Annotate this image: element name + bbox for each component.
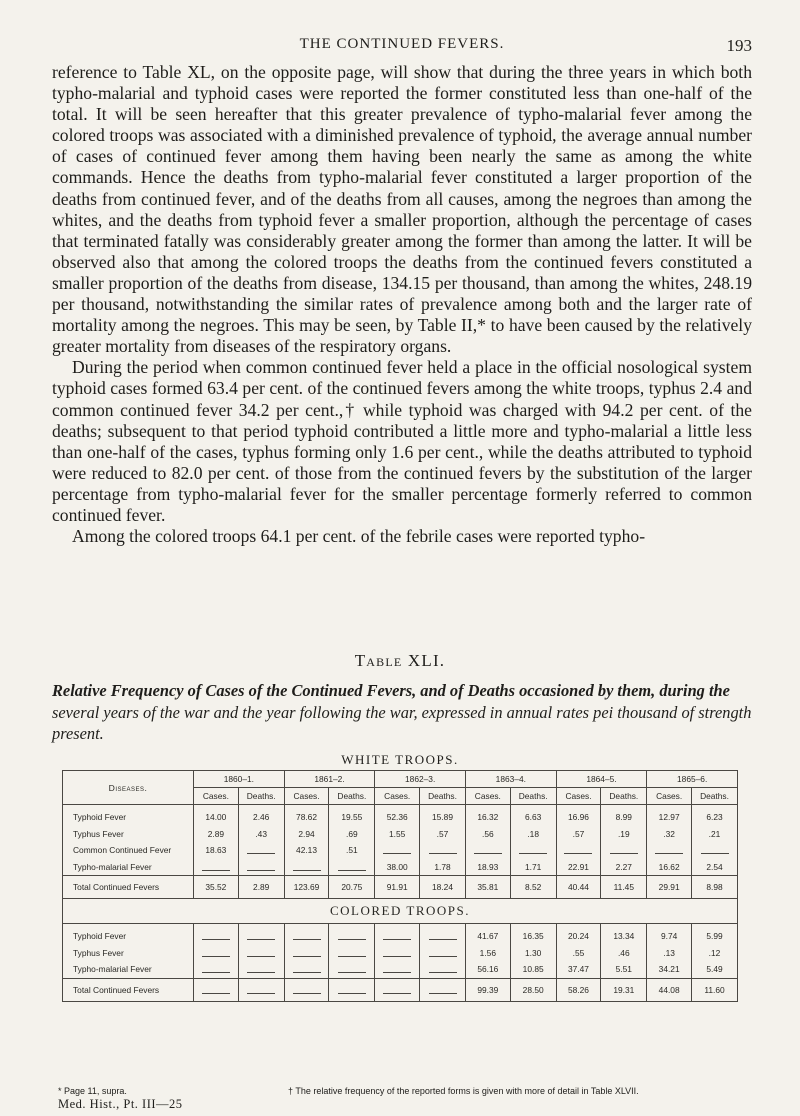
rate-cell: 37.47 xyxy=(556,961,601,978)
footnotes xyxy=(58,1086,758,1096)
rate-cell: 1.55 xyxy=(375,826,420,843)
disease-name: Typhus Fever xyxy=(63,826,194,843)
rate-cell: .69 xyxy=(329,826,375,843)
deaths-header: Deaths. xyxy=(238,788,284,805)
section-white-troops: WHITE TROOPS. xyxy=(341,752,459,767)
blank-rule xyxy=(519,844,547,854)
rate-cell xyxy=(420,924,466,945)
rate-cell: 6.23 xyxy=(692,805,738,826)
blank-rule xyxy=(247,844,275,854)
rate-cell xyxy=(329,978,375,1001)
table-row xyxy=(63,842,738,859)
deaths-header: Deaths. xyxy=(601,788,647,805)
blank-rule xyxy=(293,984,321,994)
table-row xyxy=(63,945,738,962)
rate-cell: 18.24 xyxy=(420,876,466,899)
rate-cell: .56 xyxy=(465,826,510,843)
rate-cell xyxy=(375,945,420,962)
rate-cell: 41.67 xyxy=(465,924,510,945)
caption-lead: Relative Frequency of Cases of the Continued Fevers, and of Deaths occasioned by them, during the xyxy=(52,681,730,700)
table-body xyxy=(63,805,738,1002)
rate-cell xyxy=(375,924,420,945)
disease-name: Total Continued Fevers xyxy=(63,876,194,899)
rate-cell: 1.78 xyxy=(420,859,466,876)
year-header: 1864–5. xyxy=(556,771,647,788)
page-header xyxy=(52,36,752,58)
deaths-header: Deaths. xyxy=(420,788,466,805)
rate-cell xyxy=(238,961,284,978)
table-row xyxy=(63,805,738,826)
blank-rule xyxy=(610,844,638,854)
blank-rule xyxy=(383,930,411,940)
rate-cell xyxy=(284,859,329,876)
table-row xyxy=(63,924,738,945)
blank-rule xyxy=(247,947,275,957)
cases-header: Cases. xyxy=(647,788,692,805)
rate-cell: 35.52 xyxy=(194,876,239,899)
rate-cell: 5.49 xyxy=(692,961,738,978)
rate-cell: 1.71 xyxy=(510,859,556,876)
rate-cell: 1.30 xyxy=(510,945,556,962)
rate-cell: 2.89 xyxy=(238,876,284,899)
fevers-table xyxy=(62,770,738,1002)
rate-cell xyxy=(238,978,284,1001)
rate-cell: 5.51 xyxy=(601,961,647,978)
rate-cell: 5.99 xyxy=(692,924,738,945)
blank-rule xyxy=(338,861,366,871)
rate-cell: .18 xyxy=(510,826,556,843)
rate-cell: 2.94 xyxy=(284,826,329,843)
cases-header: Cases. xyxy=(375,788,420,805)
running-title: THE CONTINUED FEVERS. xyxy=(299,36,505,52)
rate-cell xyxy=(647,842,692,859)
rate-cell: 52.36 xyxy=(375,805,420,826)
rate-cell: .57 xyxy=(556,826,601,843)
rate-cell: .46 xyxy=(601,945,647,962)
rate-cell xyxy=(284,961,329,978)
table-row xyxy=(63,826,738,843)
rate-cell: 15.89 xyxy=(420,805,466,826)
rate-cell xyxy=(194,859,239,876)
rate-cell: 42.13 xyxy=(284,842,329,859)
rate-cell: .32 xyxy=(647,826,692,843)
diseases-header: Diseases. xyxy=(63,771,194,805)
rate-cell xyxy=(556,842,601,859)
year-header: 1860–1. xyxy=(194,771,285,788)
table-title: Table XLI. xyxy=(354,651,446,670)
rate-cell xyxy=(692,842,738,859)
rate-cell: 10.85 xyxy=(510,961,556,978)
paragraph-2: During the period when common continued fever held a place in the official nosological system typhoid cases formed 63.4 per cent. of the continued fevers among the white troops, typhus 2.4 and common continued fever 34.2 per cent.,† while typhoid was charged with 94.2 per cent. of the deaths; subsequent to that period typhoid contributed a little more and typho-malarial a little less than one-half of the cases, typhus forming only 1.6 per cent., while the deaths attributed to typhoid were reduced to 82.0 per cent. of those from the continued fevers by the substitution of the larger percentage from typho-malarial fever for the smaller percentage formerly referred to common continued fever. xyxy=(52,357,752,525)
rate-cell: 2.27 xyxy=(601,859,647,876)
blank-rule xyxy=(429,844,457,854)
blank-rule xyxy=(293,930,321,940)
cases-header: Cases. xyxy=(284,788,329,805)
disease-name: Typho-malarial Fever xyxy=(63,859,194,876)
rate-cell: .55 xyxy=(556,945,601,962)
rate-cell: 91.91 xyxy=(375,876,420,899)
rate-cell: 19.55 xyxy=(329,805,375,826)
rate-cell: 8.52 xyxy=(510,876,556,899)
rate-cell: 34.21 xyxy=(647,961,692,978)
rate-cell: 35.81 xyxy=(465,876,510,899)
blank-rule xyxy=(383,947,411,957)
blank-rule xyxy=(338,963,366,973)
disease-name: Typho-malarial Fever xyxy=(63,961,194,978)
table-row xyxy=(63,961,738,978)
body-text xyxy=(52,62,752,547)
footnote-a: * Page 11, supra. xyxy=(58,1086,127,1096)
blank-rule xyxy=(247,984,275,994)
table-caption xyxy=(52,680,752,745)
rate-cell xyxy=(375,978,420,1001)
blank-rule xyxy=(383,963,411,973)
rate-cell xyxy=(420,842,466,859)
blank-rule xyxy=(293,963,321,973)
blank-rule xyxy=(338,984,366,994)
rate-cell xyxy=(194,924,239,945)
rate-cell: 11.60 xyxy=(692,978,738,1001)
rate-cell: 18.63 xyxy=(194,842,239,859)
year-header: 1865–6. xyxy=(647,771,738,788)
rate-cell: 78.62 xyxy=(284,805,329,826)
disease-name: Common Continued Fever xyxy=(63,842,194,859)
rate-cell xyxy=(420,961,466,978)
rate-cell xyxy=(329,859,375,876)
blank-rule xyxy=(247,930,275,940)
rate-cell xyxy=(284,978,329,1001)
year-header-row xyxy=(63,771,738,788)
rate-cell: 13.34 xyxy=(601,924,647,945)
disease-name: Typhoid Fever xyxy=(63,924,194,945)
blank-rule xyxy=(701,844,729,854)
rate-cell: 20.24 xyxy=(556,924,601,945)
rate-cell xyxy=(601,842,647,859)
section-colored-row xyxy=(63,899,738,924)
rate-cell xyxy=(194,978,239,1001)
rate-cell: 12.97 xyxy=(647,805,692,826)
rate-cell: 123.69 xyxy=(284,876,329,899)
rate-cell: 16.35 xyxy=(510,924,556,945)
rate-cell: 9.74 xyxy=(647,924,692,945)
rate-cell: .43 xyxy=(238,826,284,843)
rate-cell: .21 xyxy=(692,826,738,843)
deaths-header: Deaths. xyxy=(692,788,738,805)
blank-rule xyxy=(429,963,457,973)
rate-cell: 6.63 xyxy=(510,805,556,826)
rate-cell: 16.96 xyxy=(556,805,601,826)
deaths-header: Deaths. xyxy=(329,788,375,805)
rate-cell xyxy=(375,842,420,859)
blank-rule xyxy=(564,844,592,854)
rate-cell: 16.32 xyxy=(465,805,510,826)
paragraph-3: Among the colored troops 64.1 per cent. of the febrile cases were reported typho- xyxy=(72,526,646,547)
rate-cell xyxy=(329,945,375,962)
rate-cell xyxy=(420,945,466,962)
blank-rule xyxy=(429,930,457,940)
blank-rule xyxy=(338,930,366,940)
rate-cell: 1.56 xyxy=(465,945,510,962)
disease-name: Total Continued Fevers xyxy=(63,978,194,1001)
rate-cell: 14.00 xyxy=(194,805,239,826)
blank-rule xyxy=(202,947,230,957)
rate-cell: 99.39 xyxy=(465,978,510,1001)
rate-cell: .19 xyxy=(601,826,647,843)
blank-rule xyxy=(474,844,502,854)
rate-cell: 16.62 xyxy=(647,859,692,876)
rate-cell xyxy=(510,842,556,859)
rate-cell: 22.91 xyxy=(556,859,601,876)
rate-cell: 29.91 xyxy=(647,876,692,899)
rate-cell xyxy=(465,842,510,859)
rate-cell: 40.44 xyxy=(556,876,601,899)
year-header: 1861–2. xyxy=(284,771,375,788)
blank-rule xyxy=(293,861,321,871)
rate-cell xyxy=(238,842,284,859)
deaths-header: Deaths. xyxy=(510,788,556,805)
rate-cell: 19.31 xyxy=(601,978,647,1001)
footnote-b: † The relative frequency of the reported forms is given with more of detail in Table XLVII. xyxy=(288,1086,639,1096)
rate-cell xyxy=(375,961,420,978)
blank-rule xyxy=(202,930,230,940)
section-colored-troops: COLORED TROOPS. xyxy=(63,899,738,924)
rate-cell: 11.45 xyxy=(601,876,647,899)
rate-cell: .13 xyxy=(647,945,692,962)
rate-cell xyxy=(194,961,239,978)
rate-cell: 28.50 xyxy=(510,978,556,1001)
blank-rule xyxy=(202,963,230,973)
rate-cell xyxy=(238,859,284,876)
disease-name: Typhus Fever xyxy=(63,945,194,962)
blank-rule xyxy=(429,947,457,957)
rate-cell: 44.08 xyxy=(647,978,692,1001)
total-row xyxy=(63,978,738,1001)
rate-cell: 2.54 xyxy=(692,859,738,876)
rate-cell xyxy=(194,945,239,962)
rate-cell: 58.26 xyxy=(556,978,601,1001)
rate-cell: .57 xyxy=(420,826,466,843)
disease-name: Typhoid Fever xyxy=(63,805,194,826)
blank-rule xyxy=(429,984,457,994)
paragraph-1: reference to Table XL, on the opposite page, will show that during the three years in which both typho-malarial and typhoid cases were reported the former constituted less than one-half of the total. It will be seen hereafter that this greater prevalence of typho-malarial fever among the colored troops was associated with a diminished prevalence of typhoid, the average annual number of cases of continued fever among them having been nearly the same as among the white commands. Hence the deaths from typho-malarial fever constituted a larger proportion of the deaths from continued fever, and of the deaths from all causes, among the negroes than among the whites, and the deaths from typhoid fever a smaller proportion, although the percentage of cases that terminated fatally was considerably greater among the former than among the latter. It will be observed also that among the colored troops the deaths from the continued fevers constituted a smaller proportion of the deaths from disease, 134.15 per thousand, than among the whites, 248.19 per thousand, notwithstanding the similar rates of prevalence among both and the larger rate of mortality among the negroes. This may be seen, by Table II,* to have been caused by the relatively greater mortality from diseases of the respiratory organs. xyxy=(52,62,752,357)
rate-cell: 38.00 xyxy=(375,859,420,876)
table-row xyxy=(63,859,738,876)
cases-header: Cases. xyxy=(465,788,510,805)
rate-cell: .51 xyxy=(329,842,375,859)
rate-cell: 2.89 xyxy=(194,826,239,843)
year-header: 1862–3. xyxy=(375,771,466,788)
year-header: 1863–4. xyxy=(465,771,556,788)
total-row xyxy=(63,876,738,899)
rate-cell xyxy=(420,978,466,1001)
blank-rule xyxy=(202,984,230,994)
rate-cell xyxy=(329,961,375,978)
rate-cell: .12 xyxy=(692,945,738,962)
rate-cell: 8.99 xyxy=(601,805,647,826)
rate-cell xyxy=(238,945,284,962)
blank-rule xyxy=(293,947,321,957)
blank-rule xyxy=(655,844,683,854)
blank-rule xyxy=(247,861,275,871)
rate-cell: 2.46 xyxy=(238,805,284,826)
rate-cell: 8.98 xyxy=(692,876,738,899)
rate-cell xyxy=(238,924,284,945)
rate-cell: 20.75 xyxy=(329,876,375,899)
blank-rule xyxy=(247,963,275,973)
blank-rule xyxy=(202,861,230,871)
blank-rule xyxy=(338,947,366,957)
rate-cell xyxy=(284,945,329,962)
rate-cell xyxy=(329,924,375,945)
signature-mark: Med. Hist., Pt. III—25 xyxy=(58,1097,183,1111)
cases-header: Cases. xyxy=(194,788,239,805)
page-number: 193 xyxy=(726,36,752,55)
blank-rule xyxy=(383,984,411,994)
caption-rest: several years of the war and the year following the war, expressed in annual rates pei thousand of strength present. xyxy=(52,702,752,743)
rate-cell: 56.16 xyxy=(465,961,510,978)
cases-header: Cases. xyxy=(556,788,601,805)
rate-cell xyxy=(284,924,329,945)
blank-rule xyxy=(383,844,411,854)
rate-cell: 18.93 xyxy=(465,859,510,876)
